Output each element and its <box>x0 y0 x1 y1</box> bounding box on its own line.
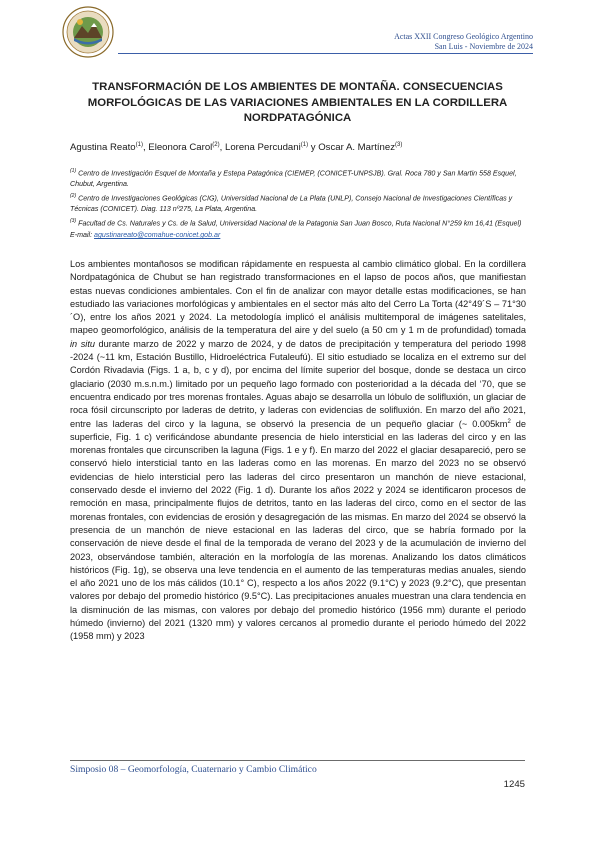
author-affiliation-mark: (1) <box>300 142 309 148</box>
author-name: Lorena Percudani <box>224 142 301 154</box>
affiliation-mark: (2) <box>70 192 77 199</box>
author-affiliation-mark: (2) <box>212 142 220 148</box>
superscript-two: 2 <box>507 418 511 425</box>
abstract-paragraph <box>70 258 526 644</box>
body-text: de superficie, Fig. 1 c) verificándose abundante presencia de hielo intersticial en las laderas del circo y en las morenas frontales que circunscriben la laguna (Figs. 1 e y f). En marzo del 2022 el glaciar desapareció, pero se conservó hielo intersticial tanto en las laderas como en las morenas. En marzo del 2023 no se observó evidencias de hielo intersticial pero las laderas del circo presentaron un manchón de nieve estacional, conservado desde el invierno del 2022 (Fig. 1 d). Durante los años 2022 y 2024 se identificaron procesos de remoción en masa, principalmente flujos de detritos, tanto en las laderas del circo, como en el sector de las morenas frontales, con evidencias de erosión y desagregación de las mismas. En marzo del 2024 se observó la presencia de un manchón de nieve estacional en las laderas del circo, que se habría formado por la conservación de nieve desde el final de la temporada de verano del 2023 y de la acumulación de invierno del 2023, observándose también, alteración en la morfología de las morenas. Analizando los datos climáticos históricos (Fig. 1g), se observa una leve tendencia en el aumento de las temperaturas medias anuales, siendo el año 2021 uno de los más cálidos (10.1° C), respecto a los años 2022 (9.1°C) y 2023 (9.2°C), que presentan valores por debajo del promedio histórico (9.5°C). Las precipitaciones anuales muestran una clara tendencia en la disminución de las mismas, con valores por debajo del promedio histórico (1956 mm) durante el periodo húmedo (invierno) del 2021 (1320 mm) y valores cercanos al promedio durante el periodo húmedo del 2022 (1958 mm) y 2023 <box>70 418 526 642</box>
contact-email <box>70 230 530 241</box>
affiliation-item <box>70 166 530 190</box>
email-link[interactable]: agustinareato@comahue-conicet.gob.ar <box>94 231 221 240</box>
affiliation-text: Centro de Investigaciones Geológicas (CIG), Universidad Nacional de La Plata (UNLP), Consejo Nacional de Investigaciones Científicas y Técnicas (CONICET). Diag. 113 nº275, La Plata, Argentina. <box>70 194 513 214</box>
author-affiliation-mark: (3) <box>395 142 403 148</box>
author-list <box>70 139 402 154</box>
header-rule <box>118 53 533 54</box>
header-line-1: Actas XXII Congreso Geológico Argentino <box>394 32 533 41</box>
author-separator: , <box>142 142 149 154</box>
page-number: 1245 <box>503 779 525 790</box>
author-name: Agustina Reato <box>70 142 136 154</box>
footer-symposium: Simposio 08 – Geomorfología, Cuaternario y Cambio Climático <box>70 764 317 775</box>
paper-title: TRANSFORMACIÓN DE LOS AMBIENTES DE MONTAÑA. CONSECUENCIAS MORFOLÓGICAS DE LAS VARIACIONES AMBIENTALES EN LA CORDILLERA NORDPATAGÓNICA <box>87 81 508 124</box>
affiliation-mark: (3) <box>70 217 77 224</box>
body-text: Los ambientes montañosos se modifican rápidamente en respuesta al cambio climático global. En la cordillera Nordpatagónica de Chubut se han registrado transformaciones en el lapso de pocos años, que manifiestan estas nuevas condiciones ambientales. Con el fin de analizar con mayor detalle estas modificaciones, se han estudiado las variaciones morfológicas y ambientales en el sector más alto del Cerro La Torta (42°49´S – 71°30´O), entre los años 2021 y 2024. La metodología implicó el análisis multitemporal de imágenes satelitales, mapeo geomorfológico, análisis de la temperatura del aire y del suelo (a 50 cm y 1 m de profundidad) tomada <box>70 259 526 336</box>
author-name: Eleonora Carol <box>148 142 213 154</box>
affiliation-list <box>70 166 530 241</box>
affiliation-mark: (1) <box>70 168 77 174</box>
affiliation-text: Centro de Investigación Esquel de Montaña y Estepa Patagónica (CIEMEP, (CONICET-UNPSJB). Gral. Roca 780 y San Martin 558 Esquel, Chubut, Argentina. <box>70 169 517 189</box>
author-affiliation-mark: (1) <box>135 142 143 148</box>
header-line-2: San Luis - Noviembre de 2024 <box>434 42 533 51</box>
abstract-body <box>70 258 526 644</box>
author-separator: y <box>308 142 319 154</box>
affiliation-item <box>70 191 530 215</box>
author-separator: , <box>219 142 225 154</box>
in-situ-text: in situ <box>70 338 95 349</box>
affiliation-item <box>70 216 530 229</box>
email-label: E-mail: <box>70 231 95 240</box>
running-header <box>394 32 533 52</box>
body-text: durante marzo de 2022 y marzo de 2024, y de datos de precipitación y temperatura del periodo 1998 -2024 (~11 km, Estación Bustillo, Hidroeléctrica Futaleufú). El sitio estudiado se localiza en el extremo sur del Cordón Rivadavia (Figs. 1 a, b, c y d), por encima del límite superior del bosque, donde se destaca un circo glaciario (2030 m.s.n.m.) limitado por un pequeño lago formado con posterioridad a la década del ‘70, que se encuentra endicado por tres morenas frontales. Aguas abajo se desarrolla un lóbulo de solifluxión, un glaciar de roca fósil circunscripto por laderas de detrito, y laderas con evidencias de solifluxión. En marzo del año 2021, entre las laderas del circo y la laguna, se observó la presencia de un pequeño glaciar (~ 0.005km <box>70 338 526 429</box>
affiliation-text: Facultad de Cs. Naturales y Cs. de la Salud, Universidad Nacional de la Patagonia San Juan Bosco, Ruta Nacional N°259 km 16,41 (Esquel) <box>78 219 522 228</box>
congress-logo <box>62 6 114 58</box>
footer-rule <box>70 760 525 761</box>
author-name: Oscar A. Martínez <box>318 142 395 154</box>
